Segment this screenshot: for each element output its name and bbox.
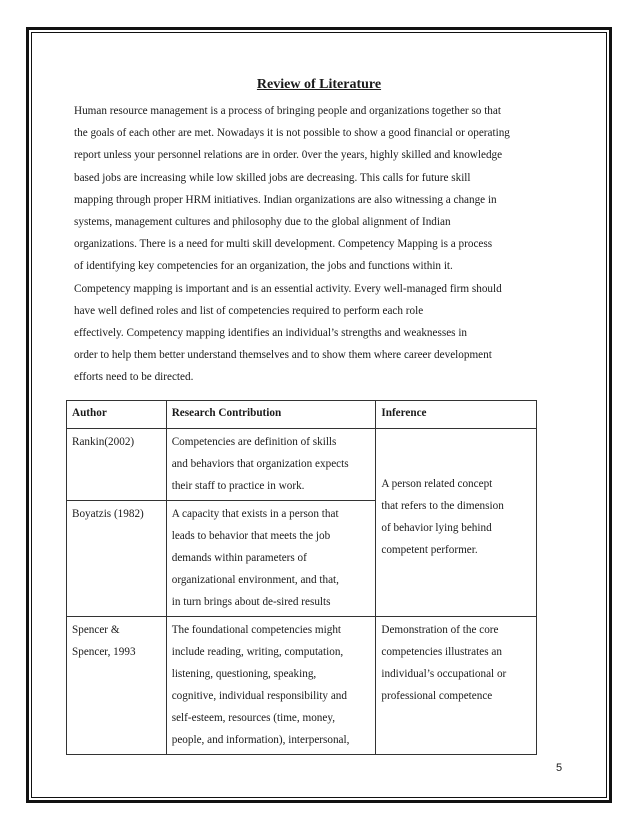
paragraph-line: efforts need to be directed.	[74, 371, 194, 384]
paragraph-line: systems, management cultures and philosophy due to the global alignment of Indian	[74, 215, 451, 228]
paragraph-line: Human resource management is a process of bringing people and organizations together so that	[74, 105, 501, 117]
author-cell	[67, 429, 167, 501]
table-header-row	[67, 401, 537, 429]
author-cell	[67, 501, 167, 617]
paragraph-line: report unless your personnel relations are in order. 0ver the years, highly skilled and knowledge	[74, 149, 503, 162]
inference-line: competent performer.	[381, 544, 478, 556]
inference-cell	[376, 617, 537, 755]
contribution-line: in turn brings about de-sired results	[171, 596, 331, 608]
contribution-line: self-esteem, resources (time, money,	[171, 712, 336, 724]
paragraph-line: effectively. Competency mapping identifies an individual’s strengths and weaknesses in	[74, 326, 468, 339]
inference-line: individual’s occupational or	[381, 668, 507, 680]
paragraph-line: of identifying key competencies for an organization, the jobs and functions within it.	[74, 260, 453, 273]
header-research-contribution: Research Contribution	[166, 401, 376, 429]
contribution-line: cognitive, individual responsibility and	[171, 690, 347, 702]
header-inference: Inference	[376, 401, 537, 429]
contribution-line: people, and information), interpersonal,	[171, 734, 350, 746]
paragraph-line: based jobs are increasing while low skilled jobs are decreasing. This calls for future skill	[74, 171, 471, 184]
table-row	[67, 429, 537, 501]
inference-line: Demonstration of the core	[381, 624, 499, 636]
merged-inference-text	[381, 431, 531, 603]
paragraph-line: have well defined roles and list of competencies required to perform each role	[74, 304, 424, 317]
contribution-line: and behaviors that organization expects	[171, 458, 349, 470]
author-name: Spencer, 1993	[72, 646, 136, 658]
contribution-line: include reading, writing, computation,	[171, 646, 344, 658]
contribution-cell	[166, 617, 376, 755]
literature-table	[66, 400, 537, 755]
inference-line: professional competence	[381, 690, 493, 702]
contribution-line: Competencies are definition of skills	[171, 436, 337, 448]
paragraph-line: the goals of each other are met. Nowadays it is not possible to show a good financial or operating	[74, 127, 510, 140]
merged-inference-cell	[376, 429, 537, 617]
contribution-line: listening, questioning, speaking,	[171, 668, 317, 680]
author-cell	[67, 617, 167, 755]
inference-line: of behavior lying behind	[381, 522, 492, 534]
author-name: Rankin(2002)	[72, 436, 135, 448]
inference-line: A person related concept	[381, 478, 493, 490]
inference-line: that refers to the dimension	[381, 500, 504, 512]
table-row	[67, 617, 537, 755]
section-title: Review of Literature	[256, 77, 382, 92]
paragraph-line: order to help them better understand themselves and to show them where career development	[74, 349, 492, 362]
contribution-line: demands within parameters of	[171, 552, 307, 564]
paragraph-line: organizations. There is a need for multi skill development. Competency Mapping is a process	[74, 238, 493, 251]
contribution-line: A capacity that exists in a person that	[171, 508, 339, 520]
header-author: Author	[67, 401, 167, 429]
contribution-cell	[166, 429, 376, 501]
author-name: Spencer &	[72, 624, 120, 636]
paragraph-line: Competency mapping is important and is an essential activity. Every well-managed firm should	[74, 282, 502, 295]
intro-paragraph	[74, 100, 574, 388]
contribution-cell	[166, 501, 376, 617]
inference-line: competencies illustrates an	[381, 646, 502, 658]
paragraph-line: mapping through proper HRM initiatives. Indian organizations are also witnessing a change in	[74, 193, 497, 206]
page-number: 5	[556, 762, 563, 774]
contribution-line: The foundational competencies might	[171, 624, 342, 636]
contribution-line: organizational environment, and that,	[171, 574, 339, 586]
contribution-line: leads to behavior that meets the job	[171, 530, 331, 542]
contribution-line: their staff to practice in work.	[171, 480, 305, 492]
author-name: Boyatzis (1982)	[72, 508, 144, 520]
